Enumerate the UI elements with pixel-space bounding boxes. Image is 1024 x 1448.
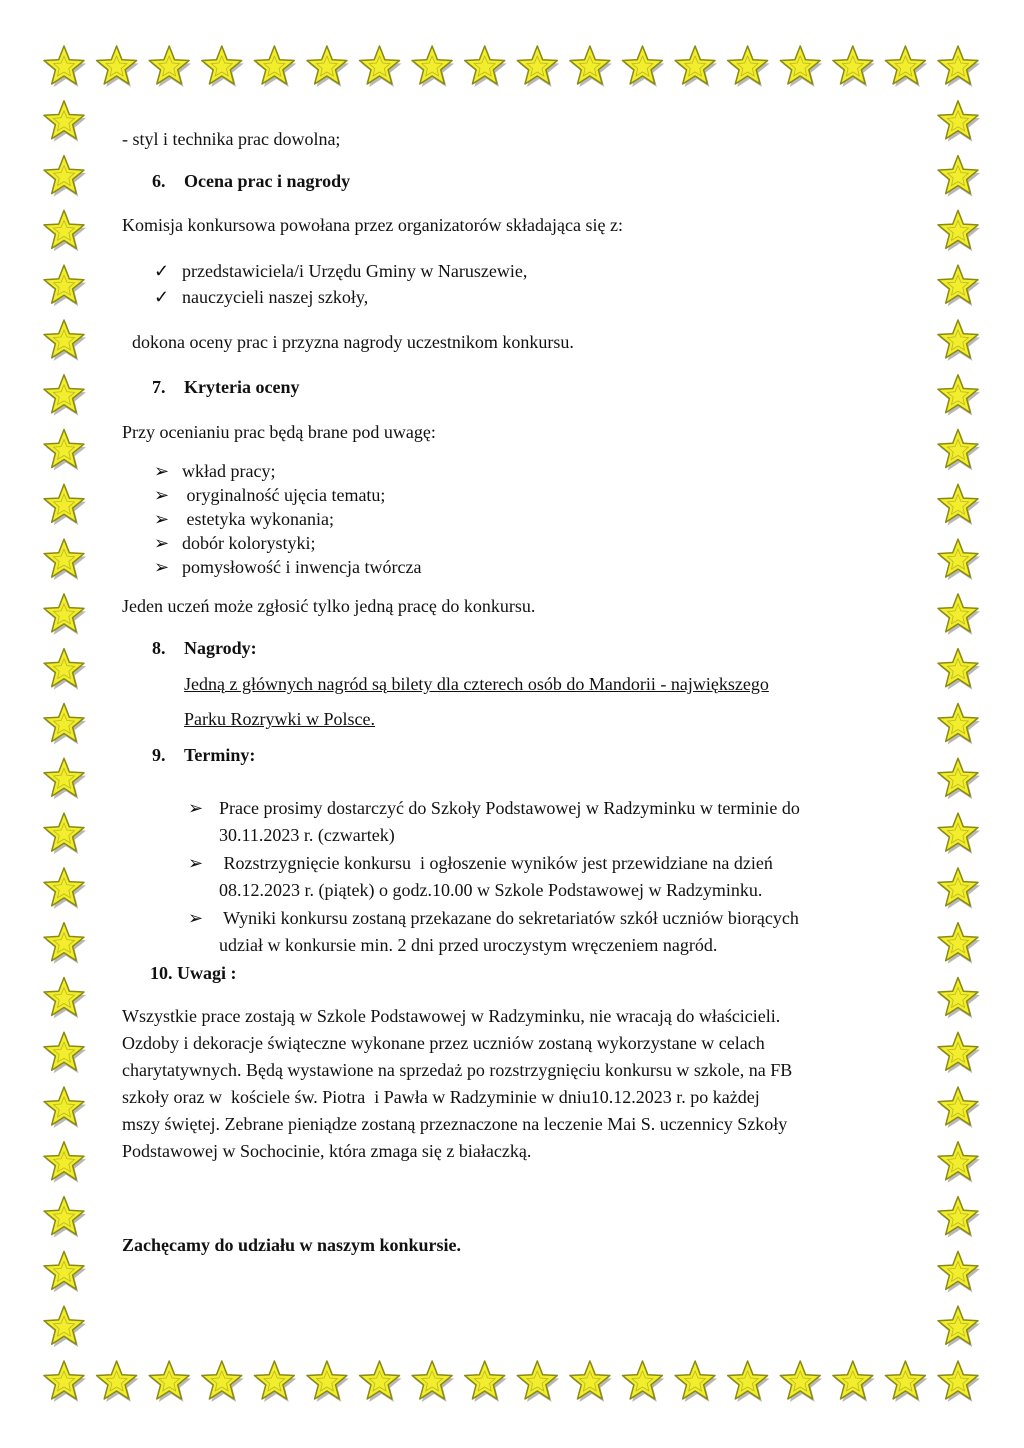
list-item: ✓ nauczycieli naszej szkoły, [154, 284, 368, 310]
star-icon [44, 430, 86, 471]
star-icon [307, 1361, 349, 1402]
section8-number: 8. [152, 638, 166, 658]
star-icon [44, 484, 86, 525]
arrow-bullet-icon: ➢ [188, 853, 204, 873]
star-icon [938, 265, 980, 306]
star-icon [44, 320, 86, 361]
star-icon [780, 46, 822, 87]
section8-heading [152, 635, 257, 661]
star-icon [254, 46, 296, 87]
section7-heading [152, 374, 299, 400]
star-icon [938, 1251, 980, 1292]
arrow-bullet-icon: ➢ [154, 461, 170, 481]
star-icon [938, 375, 980, 416]
star-icon [307, 46, 349, 87]
star-icon [465, 46, 507, 87]
star-icon [360, 46, 402, 87]
arrow-bullet-icon: ➢ [154, 485, 170, 505]
star-icon [938, 978, 980, 1019]
star-icon [44, 1361, 86, 1402]
star-icon [570, 1361, 612, 1402]
star-icon [44, 265, 86, 306]
star-icon [44, 978, 86, 1019]
star-icon [44, 758, 86, 799]
section6-outro: dokona oceny prac i przyzna nagrody uczestnikom konkursu. [132, 332, 574, 352]
remarks-line: charytatywnych. Będą wystawione na sprzedaż po rozstrzygnięciu konkursu w szkole, na FB [122, 1060, 793, 1080]
star-icon [44, 1197, 86, 1238]
star-icon [938, 430, 980, 471]
star-icon [44, 649, 86, 690]
section7-outro: Jeden uczeń może zgłosić tylko jedną pracę do konkursu. [122, 596, 536, 616]
star-icon [202, 1361, 244, 1402]
section10-heading [150, 960, 237, 986]
arrow-bullet-icon: ➢ [154, 509, 170, 529]
section9-title: Terminy: [184, 745, 256, 765]
star-icon [97, 46, 139, 87]
star-icon [44, 539, 86, 580]
star-icon [938, 813, 980, 854]
star-icon [44, 101, 86, 142]
star-icon [938, 320, 980, 361]
star-icon [833, 1361, 875, 1402]
star-icon [44, 868, 86, 909]
remarks-line: szkoły oraz w kościele św. Piotra i Pawła w Radzyminie w dniu10.12.2023 r. po każdej [122, 1087, 760, 1107]
section6-heading [152, 168, 350, 194]
deadline-item-line: Wyniki konkursu zostaną przekazane do sekretariatów szkół uczniów biorących [219, 908, 799, 928]
section9-heading [152, 742, 255, 768]
remarks-line: mszy świętej. Zebrane pieniądze zostaną przeznaczone na leczenie Mai S. uczennicy Szkoły [122, 1114, 788, 1134]
star-icon [938, 1087, 980, 1128]
check-icon: ✓ [154, 261, 170, 281]
star-icon [938, 1361, 980, 1402]
star-icon [938, 210, 980, 251]
star-icon [885, 46, 927, 87]
star-icon [623, 1361, 665, 1402]
list-item: ➢ wkład pracy; [154, 458, 275, 484]
star-icon [675, 46, 717, 87]
arrow-bullet-icon: ➢ [188, 908, 204, 928]
closing-line: Zachęcamy do udziału w naszym konkursie. [122, 1235, 462, 1255]
star-icon [780, 1361, 822, 1402]
star-icon [938, 156, 980, 197]
intro-line: - styl i technika prac dowolna; [122, 129, 341, 149]
star-icon [938, 484, 980, 525]
check-icon: ✓ [154, 287, 170, 307]
remarks-line: Podstawowej w Sochocinie, która zmaga się z białaczką. [122, 1141, 532, 1161]
section7-number: 7. [152, 377, 166, 397]
star-icon [623, 46, 665, 87]
star-icon [938, 539, 980, 580]
star-icon [938, 46, 980, 87]
star-icon [254, 1361, 296, 1402]
star-icon [938, 1142, 980, 1183]
star-icon [517, 46, 559, 87]
deadline-item-line: udział w konkursie min. 2 dni przed uroczystym wręczeniem nagród. [219, 935, 718, 955]
star-icon [938, 923, 980, 964]
star-icon [44, 923, 86, 964]
deadline-item-line: 30.11.2023 r. (czwartek) [219, 825, 395, 845]
star-icon [44, 813, 86, 854]
star-icon [938, 1032, 980, 1073]
star-icon [938, 594, 980, 635]
prize-text-line: Jedną z głównych nagród są bilety dla czterech osób do Mandorii - największego [184, 674, 769, 694]
star-icon [570, 46, 612, 87]
star-icon [360, 1361, 402, 1402]
star-icon [149, 1361, 191, 1402]
arrow-bullet-icon: ➢ [154, 533, 170, 553]
deadline-item-line: Rozstrzygnięcie konkursu i ogłoszenie wyników jest przewidziane na dzień [219, 853, 773, 873]
list-item: ➢ oryginalność ujęcia tematu; [154, 482, 385, 508]
star-icon [44, 1032, 86, 1073]
section8-title: Nagrody: [184, 638, 257, 658]
star-icon [938, 649, 980, 690]
section10-number: 10. [150, 963, 173, 983]
star-icon [149, 46, 191, 87]
star-icon [728, 1361, 770, 1402]
star-icon [833, 46, 875, 87]
deadline-item-line: Prace prosimy dostarczyć do Szkoły Podstawowej w Radzyminku w terminie do [219, 798, 800, 818]
star-icon [412, 46, 454, 87]
star-icon [938, 758, 980, 799]
list-item: ➢ pomysłowość i inwencja twórcza [154, 554, 421, 580]
deadline-item-line: 08.12.2023 r. (piątek) o godz.10.00 w Szkole Podstawowej w Radzyminku. [219, 880, 763, 900]
list-item: ➢ dobór kolorystyki; [154, 530, 316, 556]
star-icon [938, 1197, 980, 1238]
star-icon [44, 210, 86, 251]
section6-title: Ocena prac i nagrody [184, 171, 351, 191]
star-icon [202, 46, 244, 87]
remarks-line: Ozdoby i dekoracje świąteczne wykonane przez uczniów zostaną wykorzystane w celach [122, 1033, 765, 1053]
section6-intro: Komisja konkursowa powołana przez organizatorów składająca się z: [122, 215, 623, 235]
remarks-line: Wszystkie prace zostają w Szkole Podstawowej w Radzyminku, nie wracają do właścicieli. [122, 1006, 781, 1026]
star-icon [44, 375, 86, 416]
star-icon [44, 46, 86, 87]
list-item: ➢ estetyka wykonania; [154, 506, 334, 532]
star-icon [517, 1361, 559, 1402]
star-icon [412, 1361, 454, 1402]
star-icon [44, 1087, 86, 1128]
star-icon [44, 1251, 86, 1292]
star-icon [938, 704, 980, 745]
star-icon [97, 1361, 139, 1402]
star-icon [675, 1361, 717, 1402]
star-icon [44, 156, 86, 197]
section6-number: 6. [152, 171, 166, 191]
star-icon [885, 1361, 927, 1402]
star-icon [44, 704, 86, 745]
star-icon [44, 1306, 86, 1347]
arrow-bullet-icon: ➢ [188, 798, 204, 818]
section10-title: Uwagi : [177, 963, 237, 983]
section7-intro: Przy ocenianiu prac będą brane pod uwagę: [122, 422, 436, 442]
arrow-bullet-icon: ➢ [154, 557, 170, 577]
star-icon [465, 1361, 507, 1402]
star-icon [728, 46, 770, 87]
star-icon [938, 1306, 980, 1347]
section9-number: 9. [152, 745, 166, 765]
star-icon [44, 594, 86, 635]
star-icon [938, 868, 980, 909]
list-item: ✓ przedstawiciela/i Urzędu Gminy w Naruszewie, [154, 258, 527, 284]
prize-text-line: Parku Rozrywki w Polsce. [184, 709, 375, 729]
section7-title: Kryteria oceny [184, 377, 300, 397]
star-icon [44, 1142, 86, 1183]
star-icon [938, 101, 980, 142]
